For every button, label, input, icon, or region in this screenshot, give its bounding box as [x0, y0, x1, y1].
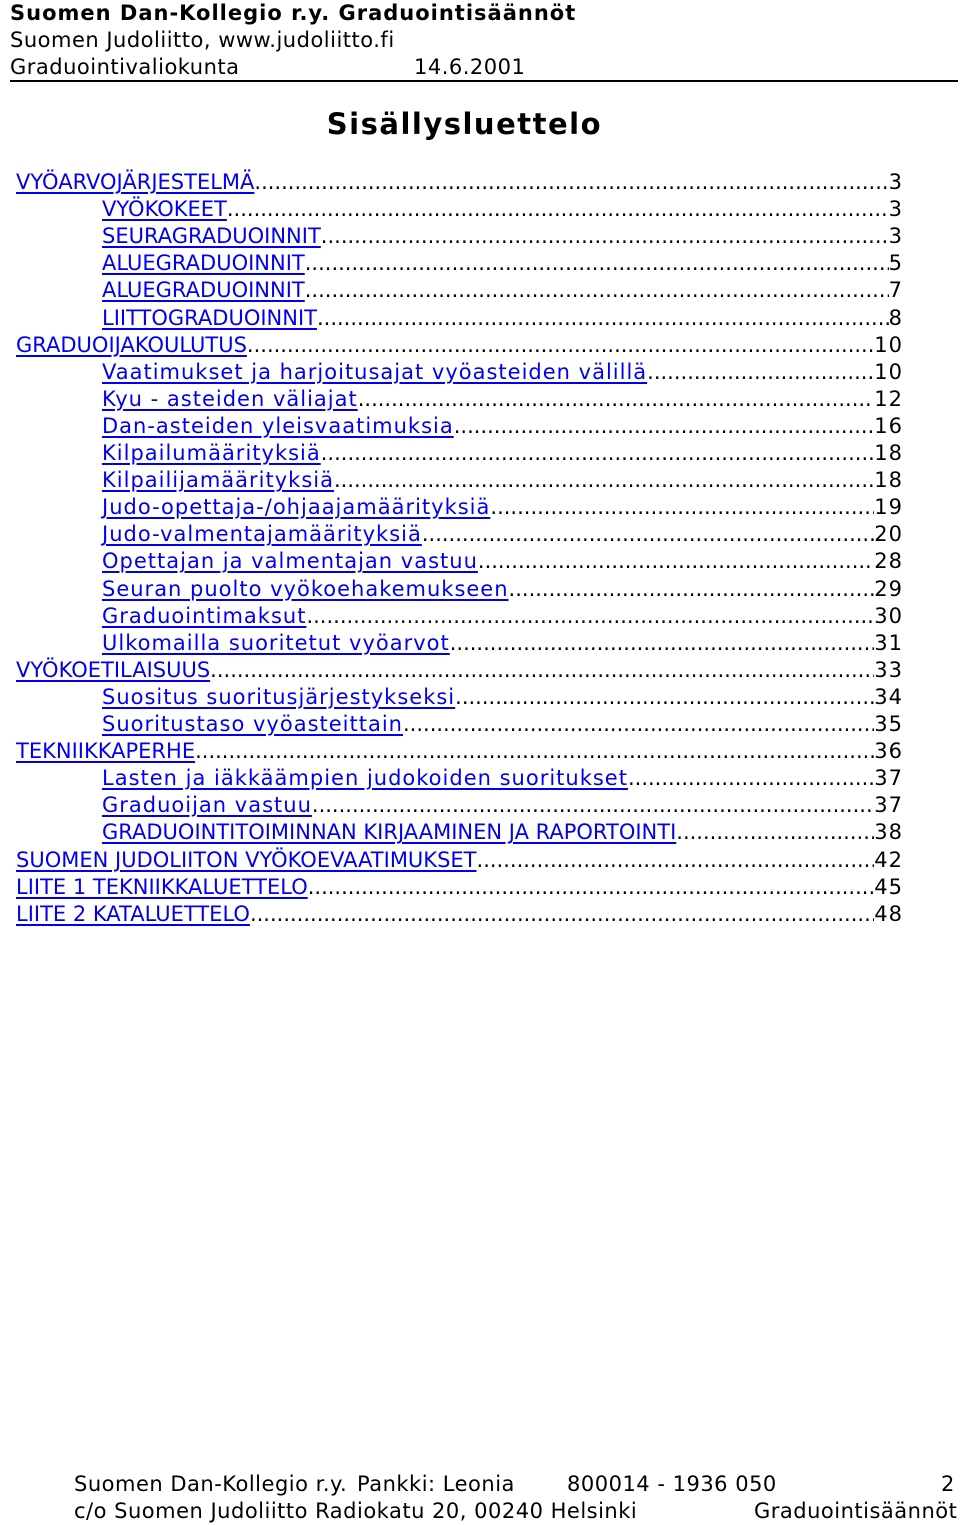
toc-page-number: 38 [874, 820, 903, 845]
toc-leader-dots [247, 332, 874, 359]
toc-page-number: 34 [874, 684, 903, 709]
toc-entry[interactable] [16, 847, 903, 874]
toc-entry[interactable] [102, 250, 903, 277]
toc-leader-dots [254, 169, 888, 196]
toc-page-number: 8 [888, 305, 903, 330]
toc-page-number: 20 [874, 522, 903, 547]
toc-page-number: 18 [874, 441, 903, 465]
toc-entry[interactable] [102, 223, 903, 250]
toc-leader-dots [628, 765, 874, 792]
toc-entry[interactable] [102, 413, 903, 440]
toc-page-number: 30 [874, 603, 903, 628]
toc-leader-dots [227, 196, 889, 223]
committee-name: Graduointivaliokunta [10, 55, 240, 79]
toc-leader-dots [317, 305, 889, 332]
footer-page-number: 2 [941, 1472, 955, 1496]
toc-entry[interactable] [102, 386, 903, 413]
toc-leader-dots [490, 494, 874, 521]
toc-page-number: 33 [874, 657, 903, 682]
toc-entry[interactable] [102, 765, 903, 792]
toc-entry[interactable] [102, 521, 903, 548]
toc-leader-dots [676, 819, 874, 846]
toc-leader-dots [306, 603, 874, 630]
toc-link[interactable]: LIITTOGRADUOINNIT [102, 305, 317, 330]
toc-link[interactable]: GRADUOIJAKOULUTUS [16, 332, 247, 357]
toc-link[interactable]: Seuran puolto vyökoehakemukseen [102, 576, 509, 601]
toc-link[interactable]: Ulkomailla suoritetut vyöarvot [102, 630, 450, 655]
toc-entry[interactable] [102, 576, 903, 603]
toc-leader-dots [478, 548, 874, 575]
toc-entry[interactable] [102, 277, 903, 304]
toc-page-number: 12 [874, 386, 903, 411]
toc-link[interactable]: SUOMEN JUDOLIITON VYÖKOEVAATIMUKSET [16, 847, 477, 872]
toc-leader-dots [450, 630, 875, 657]
toc-page-number: 37 [874, 793, 903, 818]
toc-page-number: 45 [874, 874, 903, 899]
toc-page-number: 29 [874, 576, 903, 601]
toc-link[interactable]: LIITE 1 TEKNIIKKALUETTELO [16, 874, 308, 899]
toc-leader-dots [422, 521, 874, 548]
toc-leader-dots [305, 277, 889, 304]
toc-link[interactable]: VYÖKOKEET [102, 197, 227, 222]
footer-bank: Pankki: Leonia [357, 1472, 515, 1496]
toc-page-number: 16 [874, 413, 903, 438]
toc-entry[interactable] [16, 874, 903, 901]
toc-link[interactable]: Judo-valmentajamäärityksiä [102, 522, 422, 547]
toc-heading: Sisällysluettelo [326, 107, 602, 141]
toc-link[interactable]: Graduointimaksut [102, 603, 307, 628]
toc-leader-dots [455, 684, 874, 711]
toc-link[interactable]: ALUEGRADUOINNIT [102, 251, 305, 276]
document-date: 14.6.2001 [414, 55, 526, 79]
toc-entry[interactable] [16, 738, 903, 765]
toc-link[interactable]: VYÖKOETILAISUUS [16, 657, 211, 682]
toc-entry[interactable] [102, 630, 903, 657]
document-title: Suomen Dan-Kollegio r.y. Graduointisäännöt [10, 1, 577, 25]
toc-entry[interactable] [102, 467, 903, 494]
toc-page-number: 36 [874, 739, 903, 764]
toc-leader-dots [454, 413, 875, 440]
toc-link[interactable]: VYÖARVOJÄRJESTELMÄ [16, 170, 255, 194]
toc-leader-dots [647, 359, 874, 386]
toc-page-number: 3 [888, 197, 903, 222]
toc-leader-dots [477, 847, 875, 874]
toc-entry[interactable] [102, 359, 903, 386]
toc-page-number: 31 [874, 630, 903, 655]
toc-link[interactable]: Kilpailumäärityksiä [102, 441, 321, 465]
toc-leader-dots [312, 792, 874, 819]
toc-page-number: 35 [874, 712, 903, 736]
toc-page-number: 28 [874, 549, 903, 574]
toc-leader-dots [210, 657, 874, 684]
toc-leader-dots [195, 738, 874, 765]
toc-link[interactable]: Kilpailijamäärityksiä [102, 468, 334, 493]
toc-page-number: 18 [874, 468, 903, 493]
toc-entry[interactable] [102, 196, 903, 223]
toc-link[interactable]: Kyu - asteiden väliajat [102, 386, 358, 411]
toc-leader-dots [250, 901, 874, 928]
toc-link[interactable]: Graduoijan vastuu [102, 793, 312, 818]
toc-link[interactable]: GRADUOINTITOIMINNAN KIRJAAMINEN JA RAPORTOINTI [102, 820, 677, 845]
footer-address: c/o Suomen Judoliitto Radiokatu 20, 00240 Helsinki [74, 1499, 638, 1523]
toc-link[interactable]: Dan-asteiden yleisvaatimuksia [102, 413, 454, 438]
toc-page-number: 19 [874, 495, 903, 520]
toc-page-number: 3 [888, 170, 903, 194]
toc-link[interactable]: Judo-opettaja-/ohjaajamäärityksiä [102, 495, 491, 520]
toc-leader-dots [321, 440, 875, 467]
toc-page-number: 10 [874, 332, 903, 357]
toc-entry[interactable] [102, 792, 903, 819]
toc-leader-dots [334, 467, 874, 494]
toc-link[interactable]: Suositus suoritusjärjestykseksi [102, 684, 456, 709]
toc-link[interactable]: Vaatimukset ja harjoitusajat vyöasteiden välillä [102, 359, 648, 384]
toc-page-number: 5 [888, 251, 903, 276]
toc-entry[interactable] [102, 819, 903, 846]
toc-page-number: 3 [888, 224, 903, 249]
footer-doc-name: Graduointisäännöt [754, 1499, 958, 1523]
toc-page-number: 48 [874, 901, 903, 926]
toc-page-number: 7 [888, 278, 903, 303]
toc-page-number: 10 [874, 359, 903, 384]
toc-entry[interactable] [16, 332, 903, 359]
page-header [10, 0, 958, 82]
toc-link[interactable]: Suoritustaso vyöasteittain [102, 712, 403, 736]
toc-entry[interactable] [102, 603, 903, 630]
toc-entry[interactable] [102, 305, 903, 332]
toc-entry[interactable] [102, 548, 903, 575]
toc-leader-dots [403, 711, 874, 738]
organization-line: Suomen Judoliitto, www.judoliitto.fi [10, 28, 395, 52]
toc-page-number: 42 [874, 847, 903, 872]
toc-entry[interactable] [16, 901, 903, 928]
toc-entry[interactable] [102, 684, 903, 711]
toc-entry[interactable] [102, 494, 903, 521]
toc-entry[interactable] [102, 440, 903, 467]
toc-link[interactable]: Lasten ja iäkkäämpien judokoiden suoritukset [102, 766, 628, 791]
toc-entry[interactable] [16, 657, 903, 684]
toc-leader-dots [358, 386, 875, 413]
footer-org: Suomen Dan-Kollegio r.y. [74, 1472, 348, 1496]
toc-link[interactable]: TEKNIIKKAPERHE [16, 739, 196, 764]
toc-entry[interactable] [102, 711, 903, 738]
footer-account: 800014 - 1936 050 [567, 1472, 777, 1496]
toc-leader-dots [305, 250, 889, 277]
toc-link[interactable]: LIITE 2 KATALUETTELO [16, 901, 250, 926]
toc-link[interactable]: ALUEGRADUOINNIT [102, 278, 305, 303]
toc-link[interactable]: SEURAGRADUOINNIT [102, 224, 321, 249]
toc-entry[interactable] [16, 169, 903, 196]
toc-leader-dots [308, 874, 875, 901]
toc-page-number: 37 [874, 766, 903, 791]
toc-link[interactable]: Opettajan ja valmentajan vastuu [102, 549, 478, 574]
toc-leader-dots [509, 576, 875, 603]
committee-date-row [10, 54, 958, 82]
toc-leader-dots [321, 223, 889, 250]
